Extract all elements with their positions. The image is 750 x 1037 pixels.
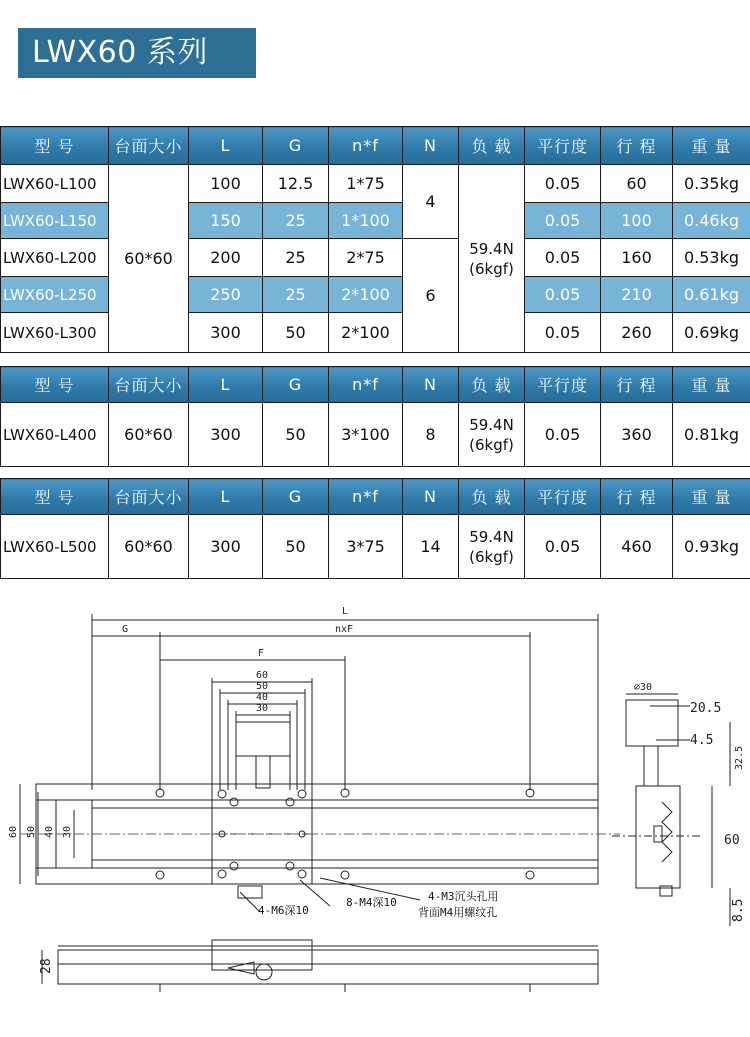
header-l: L [189, 127, 263, 165]
table-row [1, 515, 750, 579]
model-cell: LWX60-L150 [1, 203, 109, 239]
side-dim-d30: ⌀30 [634, 682, 653, 693]
dim-50-label: 50 [256, 681, 269, 692]
load-value: 59.4N [469, 527, 514, 546]
stroke-cell: 160 [601, 239, 673, 277]
header-l: L [189, 479, 263, 515]
weight-cell: 0.81kg [673, 403, 750, 467]
parallel-cell: 0.05 [525, 239, 601, 277]
header-weight: 重 量 [673, 127, 750, 165]
header-nf: n*f [329, 127, 403, 165]
dim-l-label: L [342, 606, 349, 617]
l-cell: 150 [189, 203, 263, 239]
header-load: 负 载 [459, 479, 525, 515]
table-header [1, 479, 750, 515]
model-cell: LWX60-L200 [1, 239, 109, 277]
dim-f-label: F [258, 648, 265, 659]
header-stroke: 行 程 [601, 367, 673, 403]
note-m6: 4-M6深10 [258, 904, 309, 917]
g-cell: 50 [263, 515, 329, 579]
table-size-cell: 60*60 [109, 515, 189, 579]
header-n: N [403, 367, 459, 403]
n-cell: 4 [403, 165, 459, 239]
model-cell: LWX60-L100 [1, 165, 109, 203]
stroke-cell: 460 [601, 515, 673, 579]
side-dim-32-5: 32.5 [734, 745, 745, 770]
load-kgf: (6kgf) [469, 259, 514, 278]
table-size-cell: 60*60 [109, 403, 189, 467]
n-cell: 6 [403, 239, 459, 353]
nf-cell: 2*75 [329, 239, 403, 277]
g-cell: 50 [263, 313, 329, 353]
weight-cell: 0.61kg [673, 277, 750, 313]
series-title: LWX60 系列 [18, 28, 256, 78]
dim-nxf-label: nxF [335, 624, 354, 635]
l-cell: 200 [189, 239, 263, 277]
dim-60-label: 60 [256, 670, 269, 681]
header-table-size: 台面大小 [109, 479, 189, 515]
left-dim-50: 50 [26, 825, 37, 838]
spec-table-1 [0, 126, 750, 353]
model-cell: LWX60-L400 [1, 403, 109, 467]
note-m3-line2: 背面M4用螺纹孔 [418, 906, 498, 919]
load-cell [459, 165, 525, 353]
l-cell: 100 [189, 165, 263, 203]
left-dim-30: 30 [62, 825, 73, 838]
stroke-cell: 60 [601, 165, 673, 203]
header-stroke: 行 程 [601, 127, 673, 165]
parallel-cell: 0.05 [525, 515, 601, 579]
load-cell [459, 403, 525, 467]
header-l: L [189, 367, 263, 403]
header-table-size: 台面大小 [109, 127, 189, 165]
note-m3-line1: 4-M3沉头孔用 [428, 890, 499, 903]
stroke-cell: 360 [601, 403, 673, 467]
table-row [1, 165, 750, 203]
l-cell: 300 [189, 313, 263, 353]
header-g: G [263, 127, 329, 165]
stroke-cell: 100 [601, 203, 673, 239]
front-dim-28: 28 [39, 958, 54, 974]
header-load: 负 载 [459, 367, 525, 403]
stroke-cell: 210 [601, 277, 673, 313]
table-row [1, 403, 750, 467]
load-value: 59.4N [469, 239, 514, 258]
dim-40-label: 40 [256, 692, 269, 703]
l-cell: 250 [189, 277, 263, 313]
header-parallelism: 平行度 [525, 367, 601, 403]
parallel-cell: 0.05 [525, 313, 601, 353]
weight-cell: 0.35kg [673, 165, 750, 203]
weight-cell: 0.53kg [673, 239, 750, 277]
side-dim-20-5: 20.5 [690, 701, 722, 716]
nf-cell: 1*75 [329, 165, 403, 203]
nf-cell: 3*75 [329, 515, 403, 579]
weight-cell: 0.93kg [673, 515, 750, 579]
header-nf: n*f [329, 479, 403, 515]
parallel-cell: 0.05 [525, 403, 601, 467]
header-nf: n*f [329, 367, 403, 403]
header-g: G [263, 367, 329, 403]
nf-cell: 1*100 [329, 203, 403, 239]
nf-cell: 3*100 [329, 403, 403, 467]
left-dim-40: 40 [44, 825, 55, 838]
parallel-cell: 0.05 [525, 203, 601, 239]
header-parallelism: 平行度 [525, 127, 601, 165]
load-kgf: (6kgf) [469, 547, 514, 566]
header-model: 型 号 [1, 479, 109, 515]
parallel-cell: 0.05 [525, 277, 601, 313]
header-model: 型 号 [1, 367, 109, 403]
header-g: G [263, 479, 329, 515]
nf-cell: 2*100 [329, 277, 403, 313]
left-dim-60: 60 [8, 825, 19, 838]
header-n: N [403, 479, 459, 515]
n-cell: 8 [403, 403, 459, 467]
g-cell: 25 [263, 277, 329, 313]
model-cell: LWX60-L300 [1, 313, 109, 353]
load-cell [459, 515, 525, 579]
weight-cell: 0.69kg [673, 313, 750, 353]
side-dim-60: 60 [724, 833, 740, 848]
g-cell: 50 [263, 403, 329, 467]
header-parallelism: 平行度 [525, 479, 601, 515]
g-cell: 25 [263, 239, 329, 277]
stroke-cell: 260 [601, 313, 673, 353]
load-kgf: (6kgf) [469, 435, 514, 454]
model-cell: LWX60-L250 [1, 277, 109, 313]
nf-cell: 2*100 [329, 313, 403, 353]
header-model: 型 号 [1, 127, 109, 165]
parallel-cell: 0.05 [525, 165, 601, 203]
header-n: N [403, 127, 459, 165]
l-cell: 300 [189, 403, 263, 467]
g-cell: 25 [263, 203, 329, 239]
spec-table-2 [0, 366, 750, 467]
table-header [1, 367, 750, 403]
weight-cell: 0.46kg [673, 203, 750, 239]
spec-table-3 [0, 478, 750, 579]
header-load: 负 载 [459, 127, 525, 165]
l-cell: 300 [189, 515, 263, 579]
table-header [1, 127, 750, 165]
side-dim-4-5: 4.5 [690, 733, 714, 748]
n-cell: 14 [403, 515, 459, 579]
g-cell: 12.5 [263, 165, 329, 203]
dim-30-label: 30 [256, 703, 269, 714]
table-size-cell: 60*60 [109, 165, 189, 353]
header-weight: 重 量 [673, 367, 750, 403]
model-cell: LWX60-L500 [1, 515, 109, 579]
dim-g-label: G [122, 624, 129, 635]
technical-drawing [0, 590, 750, 1037]
note-m4: 8-M4深10 [346, 896, 397, 909]
side-dim-8-5: 8.5 [731, 898, 746, 922]
load-value: 59.4N [469, 415, 514, 434]
header-table-size: 台面大小 [109, 367, 189, 403]
header-stroke: 行 程 [601, 479, 673, 515]
header-weight: 重 量 [673, 479, 750, 515]
